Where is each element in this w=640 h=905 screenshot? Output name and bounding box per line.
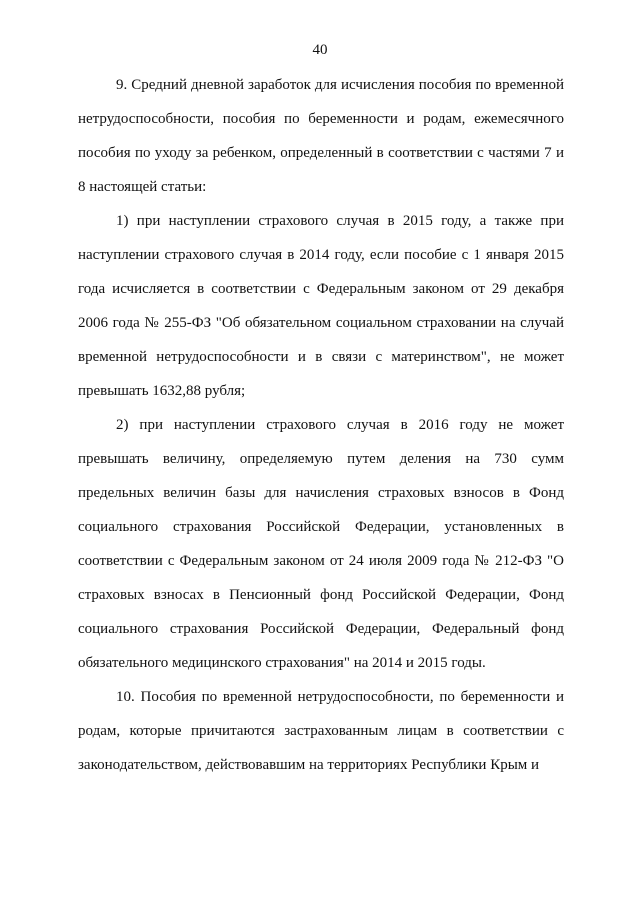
paragraph-9-item-1: 1) при наступлении страхового случая в 2015 году, а также при наступлении страхового случая в 2014 году, если пособие с 1 января 2015 года исчисляется в соответствии с Федеральным законом от 29 декабря 2006 года № 255-ФЗ "Об обязательном социальном страховании на случай временной нетрудоспособности и в связи с материнством", не может превышать 1632,88 рубля; <box>78 213 564 399</box>
paragraph-10: 10. Пособия по временной нетрудоспособности, по беременности и родам, которые причитаются застрахованным лицам в соответствии с законодательством, действовавшим на территориях Республики Крым и <box>78 689 564 773</box>
paragraph-9-item-2: 2) при наступлении страхового случая в 2016 году не может превышать величину, определяемую путем деления на 730 сумм предельных величин базы для начисления страховых взносов в Фонд социального страхования Российской Федерации, установленных в соответствии с Федеральным законом от 24 июля 2009 года № 212-ФЗ "О страховых взносах в Пенсионный фонд Российской Федерации, Фонд социального страхования Российской Федерации, Федеральный фонд обязательного медицинского страхования" на 2014 и 2015 годы. <box>78 417 564 671</box>
document-body <box>78 68 564 782</box>
paragraph-9: 9. Средний дневной заработок для исчисления пособия по временной нетрудоспособности, пособия по беременности и родам, ежемесячного пособия по уходу за ребенком, определенный в соответствии с частями 7 и 8 настоящей статьи: <box>78 77 564 195</box>
page-number: 40 <box>312 42 328 58</box>
